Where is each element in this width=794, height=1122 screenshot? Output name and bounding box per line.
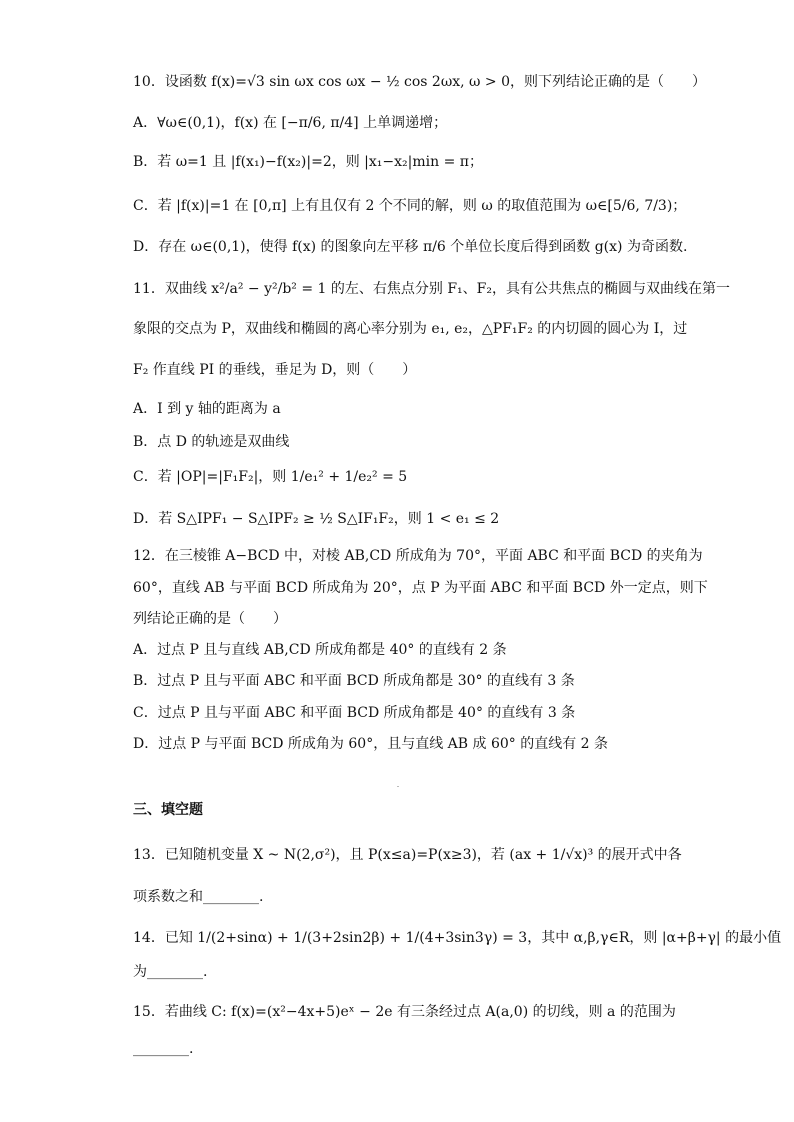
q10-option-a: A．∀ω∈(0,1)，f(x) 在 [−π/6, π/4] 上单调递增； xyxy=(133,115,448,131)
q12-option-c: C．过点 P 且与平面 ABC 和平面 BCD 所成角都是 40° 的直线有 3 条 xyxy=(133,705,576,721)
q10-stem: 10．设函数 f(x)=√3 sin ωx cos ωx − ½ cos 2ωx, ω > 0，则下列结论正确的是（ ） xyxy=(133,74,707,90)
q13-line-2: 项系数之和________. xyxy=(133,889,264,905)
q11-option-b: B．点 D 的轨迹是双曲线 xyxy=(133,434,290,450)
q13-line-1: 13．已知随机变量 X ~ N(2,σ²)，且 P(x≤a)=P(x≥3)，若 (ax + 1/√x)³ 的展开式中各 xyxy=(133,847,682,863)
section-title: 三、填空题 xyxy=(133,802,203,818)
page-dot xyxy=(397,786,399,787)
q12-stem-line-1: 12．在三棱锥 A−BCD 中，对棱 AB,CD 所成角为 70°，平面 ABC 和平面 BCD 的夹角为 xyxy=(133,548,703,564)
q11-stem-line-3: F₂ 作直线 PI 的垂线，垂足为 D，则（ ） xyxy=(133,362,417,378)
q10-option-b: B．若 ω=1 且 |f(x₁)−f(x₂)|=2，则 |x₁−x₂|min = π； xyxy=(133,154,483,170)
q11-option-a: A．I 到 y 轴的距离为 a xyxy=(133,401,281,417)
q12-option-d: D．过点 P 与平面 BCD 所成角为 60°，且与直线 AB 成 60° 的直线有 2 条 xyxy=(133,736,609,752)
q10-option-d: D．存在 ω∈(0,1)，使得 f(x) 的图象向左平移 π/6 个单位长度后得到函数 g(x) 为奇函数. xyxy=(133,239,688,255)
q15-line-2: ________. xyxy=(133,1041,194,1057)
q12-option-b: B．过点 P 且与平面 ABC 和平面 BCD 所成角都是 30° 的直线有 3 条 xyxy=(133,673,575,689)
q12-stem-line-3: 列结论正确的是（ ） xyxy=(133,611,287,627)
q11-stem-line-2: 象限的交点为 P，双曲线和椭圆的离心率分别为 e₁, e₂，△PF₁F₂ 的内切圆的圆心为 I，过 xyxy=(133,321,688,337)
q14-line-2: 为________. xyxy=(133,964,208,980)
q12-option-a: A．过点 P 且与直线 AB,CD 所成角都是 40° 的直线有 2 条 xyxy=(133,642,507,658)
q11-stem-line-1: 11．双曲线 x²/a² − y²/b² = 1 的左、右焦点分别 F₁、F₂，具有公共焦点的椭圆与双曲线在第一 xyxy=(133,281,730,297)
q11-option-c: C．若 |OP|=|F₁F₂|，则 1/e₁² + 1/e₂² = 5 xyxy=(133,469,408,485)
q15-line-1: 15．若曲线 C: f(x)=(x²−4x+5)eˣ − 2e 有三条经过点 A(a,0) 的切线，则 a 的范围为 xyxy=(133,1004,676,1020)
q14-line-1: 14．已知 1/(2+sinα) + 1/(3+2sin2β) + 1/(4+3sin3γ) = 3，其中 α,β,γ∈R，则 |α+β+γ| 的最小值 xyxy=(133,930,782,946)
q10-option-c: C．若 |f(x)|=1 在 [0,π] 上有且仅有 2 个不同的解，则 ω 的取值范围为 ω∈[5/6, 7/3)； xyxy=(133,198,687,214)
q12-stem-line-2: 60°，直线 AB 与平面 BCD 所成角为 20°，点 P 为平面 ABC 和平面 BCD 外一定点，则下 xyxy=(133,580,708,596)
q11-option-d: D．若 S△IPF₁ − S△IPF₂ ≥ ½ S△IF₁F₂，则 1 < e₁ ≤ 2 xyxy=(133,511,500,527)
